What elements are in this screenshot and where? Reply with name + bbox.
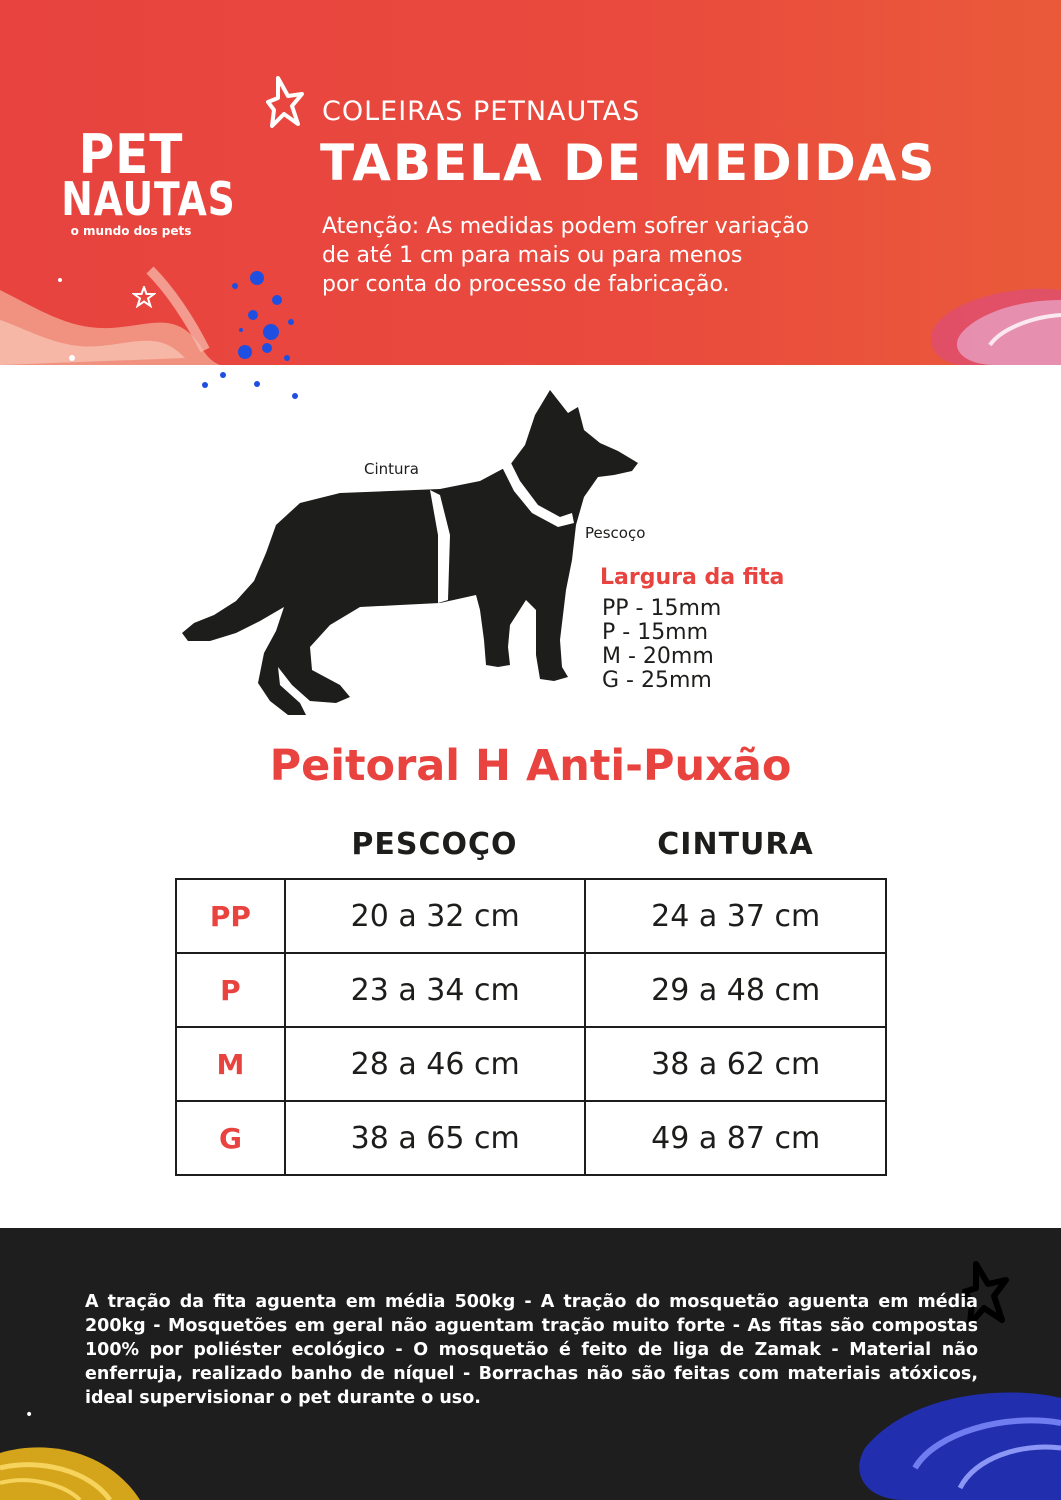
petnautas-logo bbox=[46, 123, 236, 248]
cintura-value: 49 a 87 cm bbox=[585, 1101, 886, 1175]
info-line: A tração da fita aguenta em média 500kg - A tração do mosquetão aguenta em média bbox=[85, 1292, 978, 1312]
variation-notice bbox=[322, 212, 922, 299]
strap-width-item: G - 25mm bbox=[602, 668, 712, 693]
page-title: TABELA DE MEDIDAS bbox=[320, 134, 937, 192]
notice-line: por conta do processo de fabricação. bbox=[322, 272, 730, 297]
pescoco-value: 28 a 46 cm bbox=[285, 1027, 586, 1101]
strap-width-item: PP - 15mm bbox=[602, 596, 722, 621]
product-title: Peitoral H Anti-Puxão bbox=[269, 741, 792, 791]
dog-silhouette-illustration bbox=[180, 385, 650, 720]
pescoco-value: 23 a 34 cm bbox=[285, 953, 586, 1027]
size-label: PP bbox=[176, 879, 285, 953]
info-line: enferruja, realizado banho de níquel - Borrachas não são feitas com materiais atóxicos, bbox=[85, 1364, 978, 1384]
header-subtitle: COLEIRAS PETNAUTAS bbox=[322, 96, 641, 127]
table-row bbox=[176, 953, 886, 1027]
size-label: M bbox=[176, 1027, 285, 1101]
size-table bbox=[175, 878, 887, 1176]
info-line: ideal supervisionar o pet durante o uso. bbox=[85, 1388, 481, 1408]
info-line: 100% por poliéster ecológico - O mosquetão é feito de liga de Zamak - Material não bbox=[85, 1340, 978, 1360]
table-row bbox=[176, 879, 886, 953]
logo-tagline: o mundo dos pets bbox=[70, 224, 192, 238]
header-banner bbox=[0, 0, 1061, 365]
yellow-swirl-decoration bbox=[0, 1433, 150, 1500]
cintura-value: 24 a 37 cm bbox=[585, 879, 886, 953]
strap-width-list bbox=[602, 597, 721, 693]
pescoco-label: Pescoço bbox=[585, 524, 646, 542]
info-line: 200kg - Mosquetões em geral não aguentam tração muito forte - As fitas são compostas bbox=[85, 1316, 978, 1336]
table-row bbox=[176, 1027, 886, 1101]
logo-text-pet: PET bbox=[78, 123, 184, 186]
blue-splash-decoration bbox=[195, 260, 305, 405]
table-row bbox=[176, 1101, 886, 1175]
swirl-decoration-right bbox=[905, 285, 1061, 365]
pescoco-value: 38 a 65 cm bbox=[285, 1101, 586, 1175]
footer-banner bbox=[0, 1228, 1061, 1500]
strap-width-item: M - 20mm bbox=[602, 644, 714, 669]
logo-text-nautas: NAUTAS bbox=[61, 172, 236, 226]
notice-line: Atenção: As medidas podem sofrer variação bbox=[322, 214, 809, 239]
strap-width-title: Largura da fita bbox=[600, 565, 785, 590]
size-label: G bbox=[176, 1101, 285, 1175]
size-label: P bbox=[176, 953, 285, 1027]
product-info-text bbox=[85, 1290, 978, 1410]
footer-dot-decoration: • bbox=[25, 1407, 34, 1423]
cintura-label: Cintura bbox=[364, 460, 419, 478]
column-header-cintura: CINTURA bbox=[657, 827, 814, 862]
column-header-pescoco: PESCOÇO bbox=[351, 827, 518, 862]
star-outline-icon bbox=[266, 74, 306, 130]
pescoco-value: 20 a 32 cm bbox=[285, 879, 586, 953]
cintura-value: 38 a 62 cm bbox=[585, 1027, 886, 1101]
notice-line: de até 1 cm para mais ou para menos bbox=[322, 243, 743, 268]
cintura-value: 29 a 48 cm bbox=[585, 953, 886, 1027]
strap-width-item: P - 15mm bbox=[602, 620, 709, 645]
small-star-icon bbox=[132, 286, 156, 308]
